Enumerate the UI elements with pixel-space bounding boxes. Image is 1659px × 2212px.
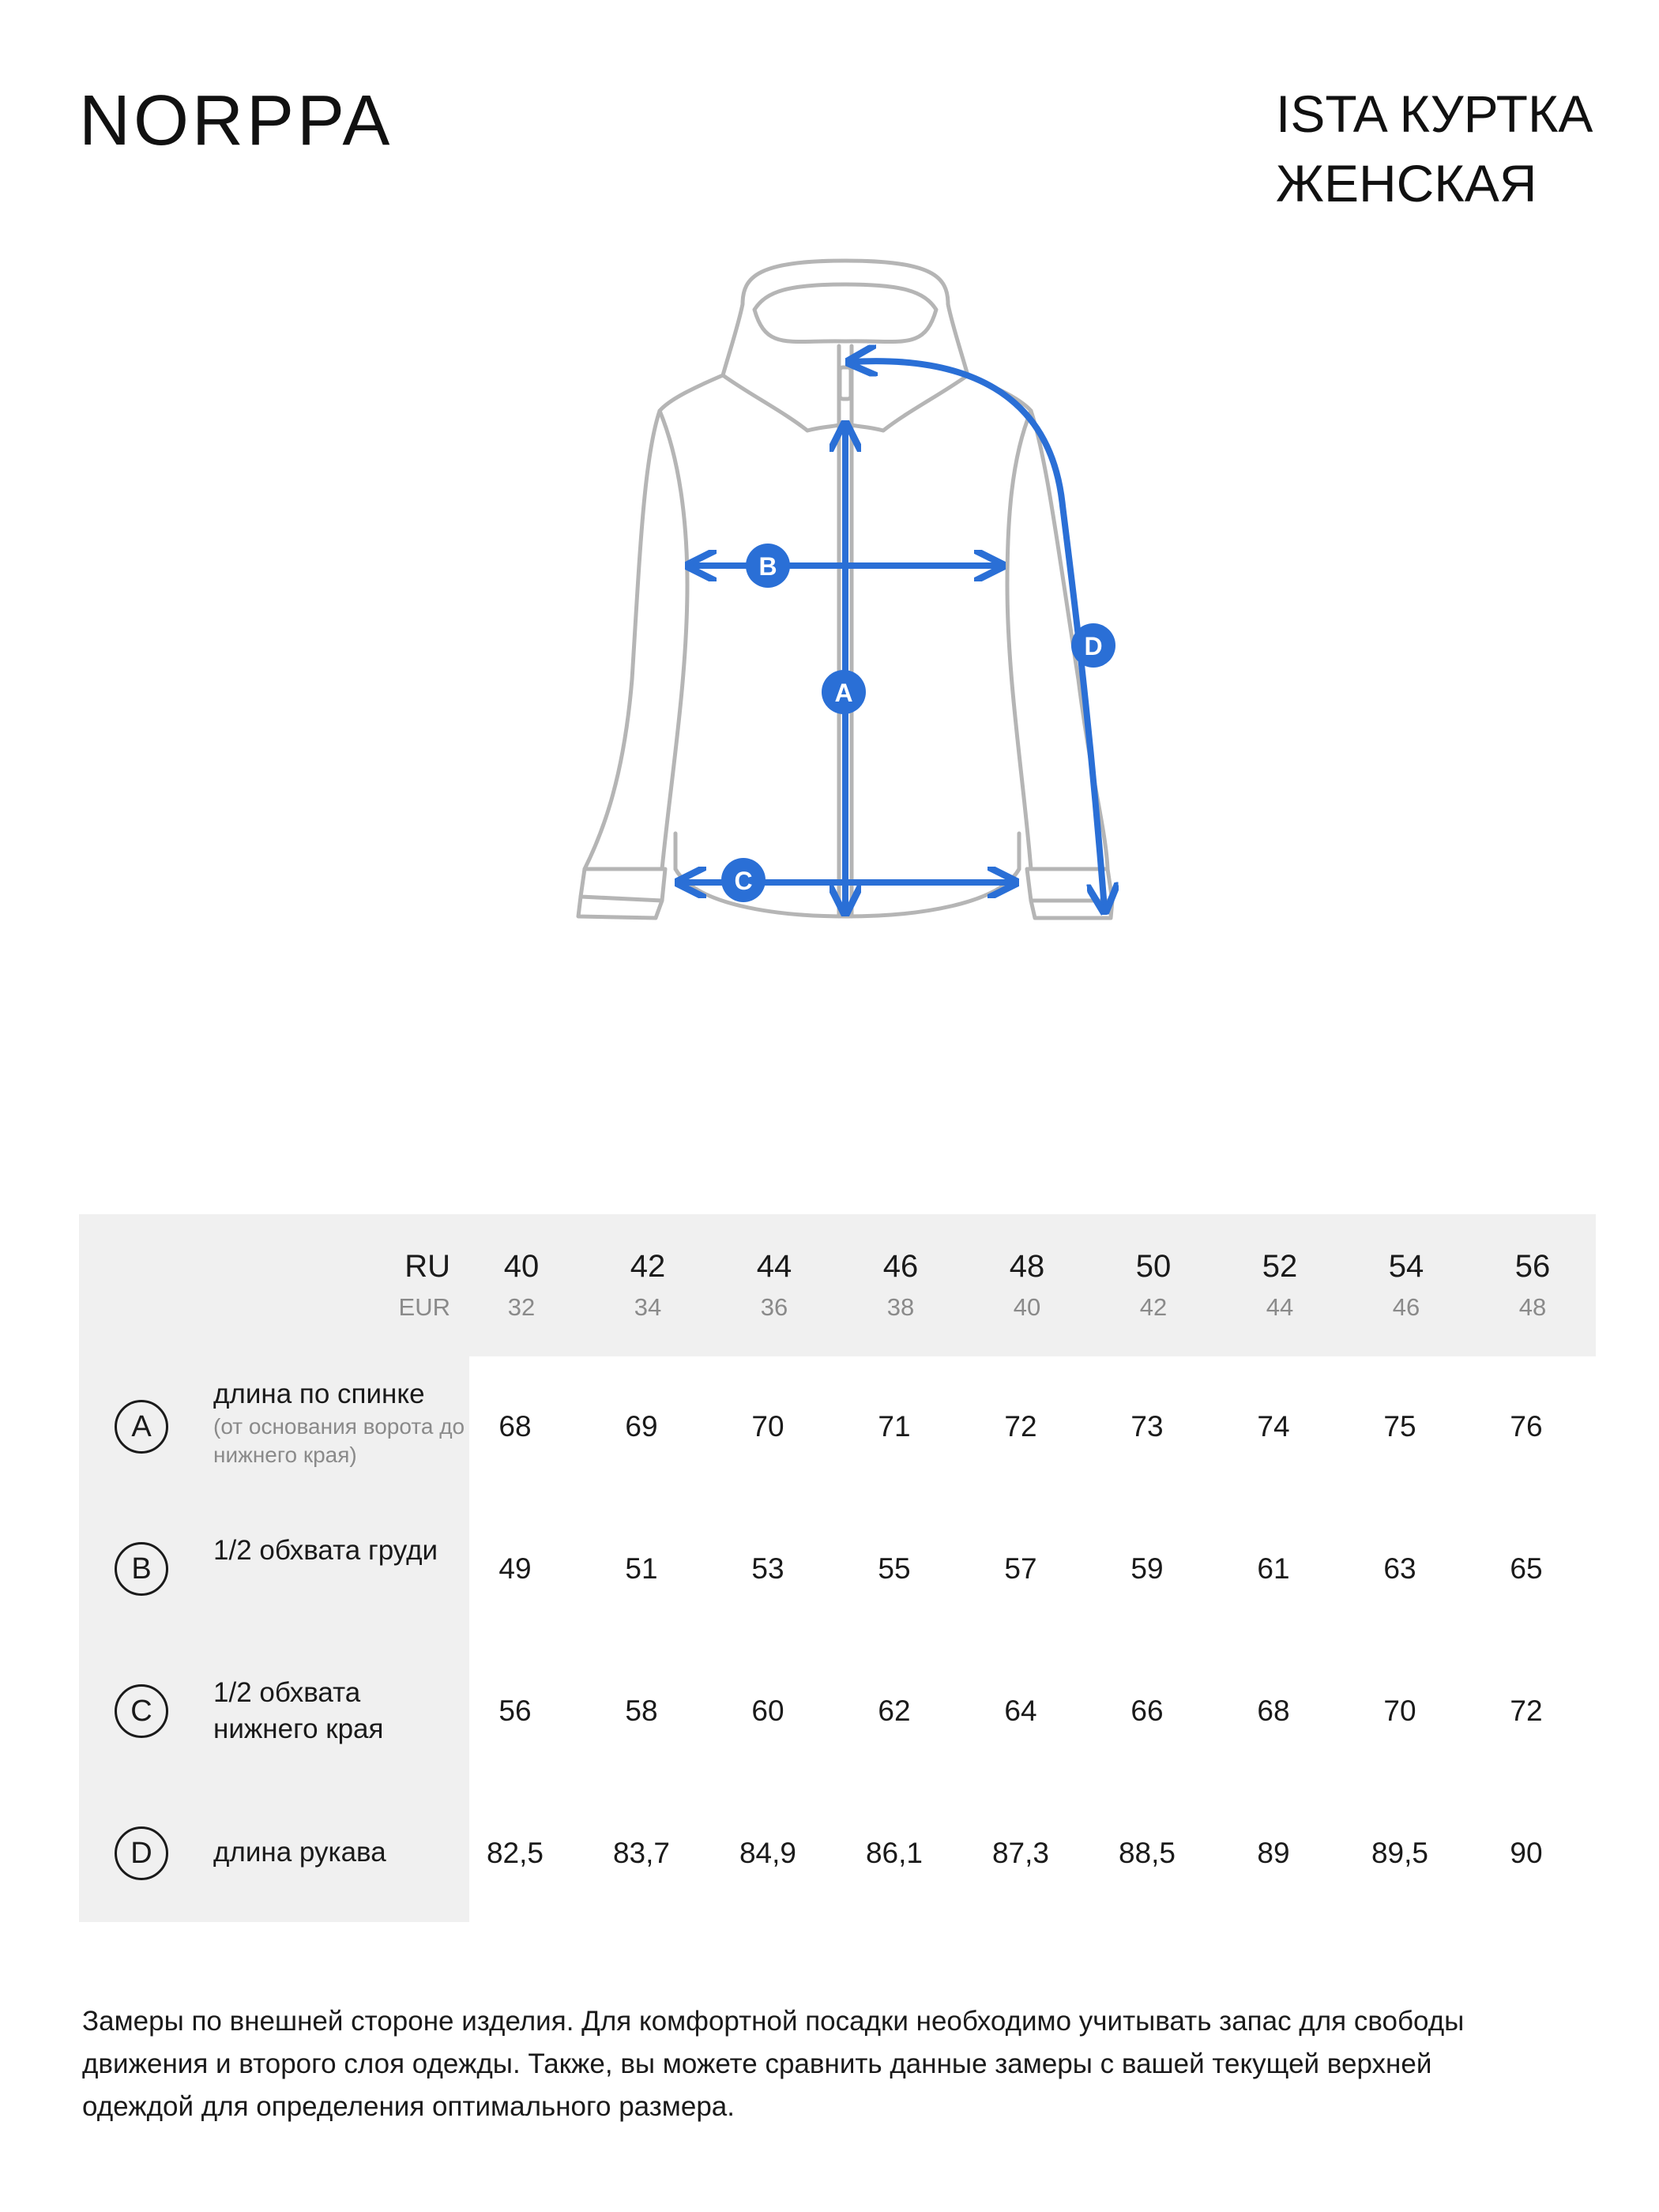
row-label — [213, 1834, 466, 1871]
table-cell: 72 — [1004, 1410, 1037, 1443]
table-cell: 86,1 — [865, 1837, 923, 1869]
row-label-text: длина по спинке — [213, 1379, 425, 1409]
row-letter-badge: C — [115, 1684, 168, 1738]
brand-logo: NORPPA — [79, 81, 393, 160]
header-ru-size: 46 — [882, 1249, 919, 1284]
svg-text:D: D — [1084, 632, 1103, 660]
row-label-text: длина рукава — [213, 1837, 386, 1868]
header-eur-label: EUR — [398, 1293, 450, 1321]
table-cell: 68 — [498, 1410, 532, 1443]
row-label — [213, 1675, 466, 1747]
table-cell: 59 — [1130, 1552, 1164, 1585]
table-cell: 76 — [1510, 1410, 1543, 1443]
table-cell: 70 — [751, 1410, 784, 1443]
measure-marker-a — [822, 670, 866, 714]
header-ru-size: 56 — [1514, 1249, 1551, 1284]
header-eur-size: 40 — [1013, 1293, 1041, 1321]
measurement-note-line: Замеры по внешней стороне изделия. Для комфортной посадки необходимо учитывать запас для свободы — [82, 2006, 1465, 2037]
table-cell: 71 — [878, 1410, 911, 1443]
header-ru-size: 50 — [1135, 1249, 1172, 1284]
row-label-text: 1/2 обхвата груди — [213, 1535, 438, 1566]
table-cell: 82,5 — [486, 1837, 544, 1869]
table-cell: 65 — [1510, 1552, 1543, 1585]
row-letter-badge: A — [115, 1400, 168, 1454]
table-cell: 51 — [625, 1552, 658, 1585]
measurement-note — [82, 2000, 1583, 2128]
header-eur-size: 46 — [1392, 1293, 1420, 1321]
table-cell: 72 — [1510, 1695, 1543, 1727]
row-label — [213, 1376, 466, 1469]
table-cell: 53 — [751, 1552, 784, 1585]
table-cell: 70 — [1383, 1695, 1416, 1727]
measure-marker-b — [746, 544, 790, 588]
table-cell: 61 — [1257, 1552, 1290, 1585]
table-cell: 88,5 — [1118, 1837, 1176, 1869]
header-eur-size: 36 — [760, 1293, 788, 1321]
table-cell: 55 — [878, 1552, 911, 1585]
table-cell: 66 — [1130, 1695, 1164, 1727]
measure-d-line — [852, 361, 1104, 908]
product-title-line2: ЖЕНСКАЯ — [1276, 154, 1537, 213]
table-cell: 84,9 — [739, 1837, 796, 1869]
table-cell: 89,5 — [1371, 1837, 1428, 1869]
row-letter-badge: D — [115, 1826, 168, 1880]
table-cell: 87,3 — [991, 1837, 1049, 1869]
size-table — [79, 1214, 1596, 1922]
table-cell: 89 — [1257, 1837, 1290, 1869]
header-eur-size: 32 — [507, 1293, 536, 1321]
header-ru-size: 52 — [1262, 1249, 1298, 1284]
jacket-diagram — [0, 0, 1659, 988]
table-cell: 69 — [625, 1410, 658, 1443]
header-eur-size: 34 — [634, 1293, 662, 1321]
table-cell: 57 — [1004, 1552, 1037, 1585]
measure-marker-c — [721, 858, 766, 902]
header-ru-size: 44 — [756, 1249, 792, 1284]
table-cell: 83,7 — [612, 1837, 670, 1869]
measurement-note-line: одеждой для определения оптимального размера. — [82, 2091, 735, 2122]
header-eur-size: 48 — [1518, 1293, 1547, 1321]
header-ru-size: 48 — [1009, 1249, 1045, 1284]
table-cell: 73 — [1130, 1410, 1164, 1443]
row-label — [213, 1533, 466, 1569]
table-cell: 75 — [1383, 1410, 1416, 1443]
header-eur-size: 44 — [1266, 1293, 1294, 1321]
header-ru-label: RU — [404, 1249, 450, 1284]
measurement-note-line: движения и второго слоя одежды. Также, вы можете сравнить данные замеры с вашей текущей верхней — [82, 2048, 1432, 2079]
table-cell: 56 — [498, 1695, 532, 1727]
row-label-note: (от основания ворота до нижнего края) — [213, 1414, 465, 1467]
row-letter-badge: B — [115, 1542, 168, 1596]
row-label-text: 1/2 обхвата нижнего края — [213, 1677, 384, 1744]
table-cell: 49 — [498, 1552, 532, 1585]
product-title-line1: ISTA КУРТКА — [1276, 85, 1593, 143]
table-cell: 62 — [878, 1695, 911, 1727]
header-eur-size: 38 — [886, 1293, 915, 1321]
table-cell: 68 — [1257, 1695, 1290, 1727]
table-cell: 74 — [1257, 1410, 1290, 1443]
header-ru-size: 42 — [630, 1249, 666, 1284]
svg-text:B: B — [758, 552, 777, 581]
table-cell: 63 — [1383, 1552, 1416, 1585]
header-ru-size: 54 — [1388, 1249, 1424, 1284]
header-eur-size: 42 — [1139, 1293, 1168, 1321]
table-cell: 64 — [1004, 1695, 1037, 1727]
measure-marker-d — [1071, 623, 1115, 668]
header-ru-size: 40 — [503, 1249, 540, 1284]
svg-text:A: A — [834, 679, 853, 707]
size-table-header — [79, 1214, 1596, 1356]
table-cell: 58 — [625, 1695, 658, 1727]
table-cell: 60 — [751, 1695, 784, 1727]
svg-text:C: C — [734, 867, 753, 895]
table-cell: 90 — [1510, 1837, 1543, 1869]
